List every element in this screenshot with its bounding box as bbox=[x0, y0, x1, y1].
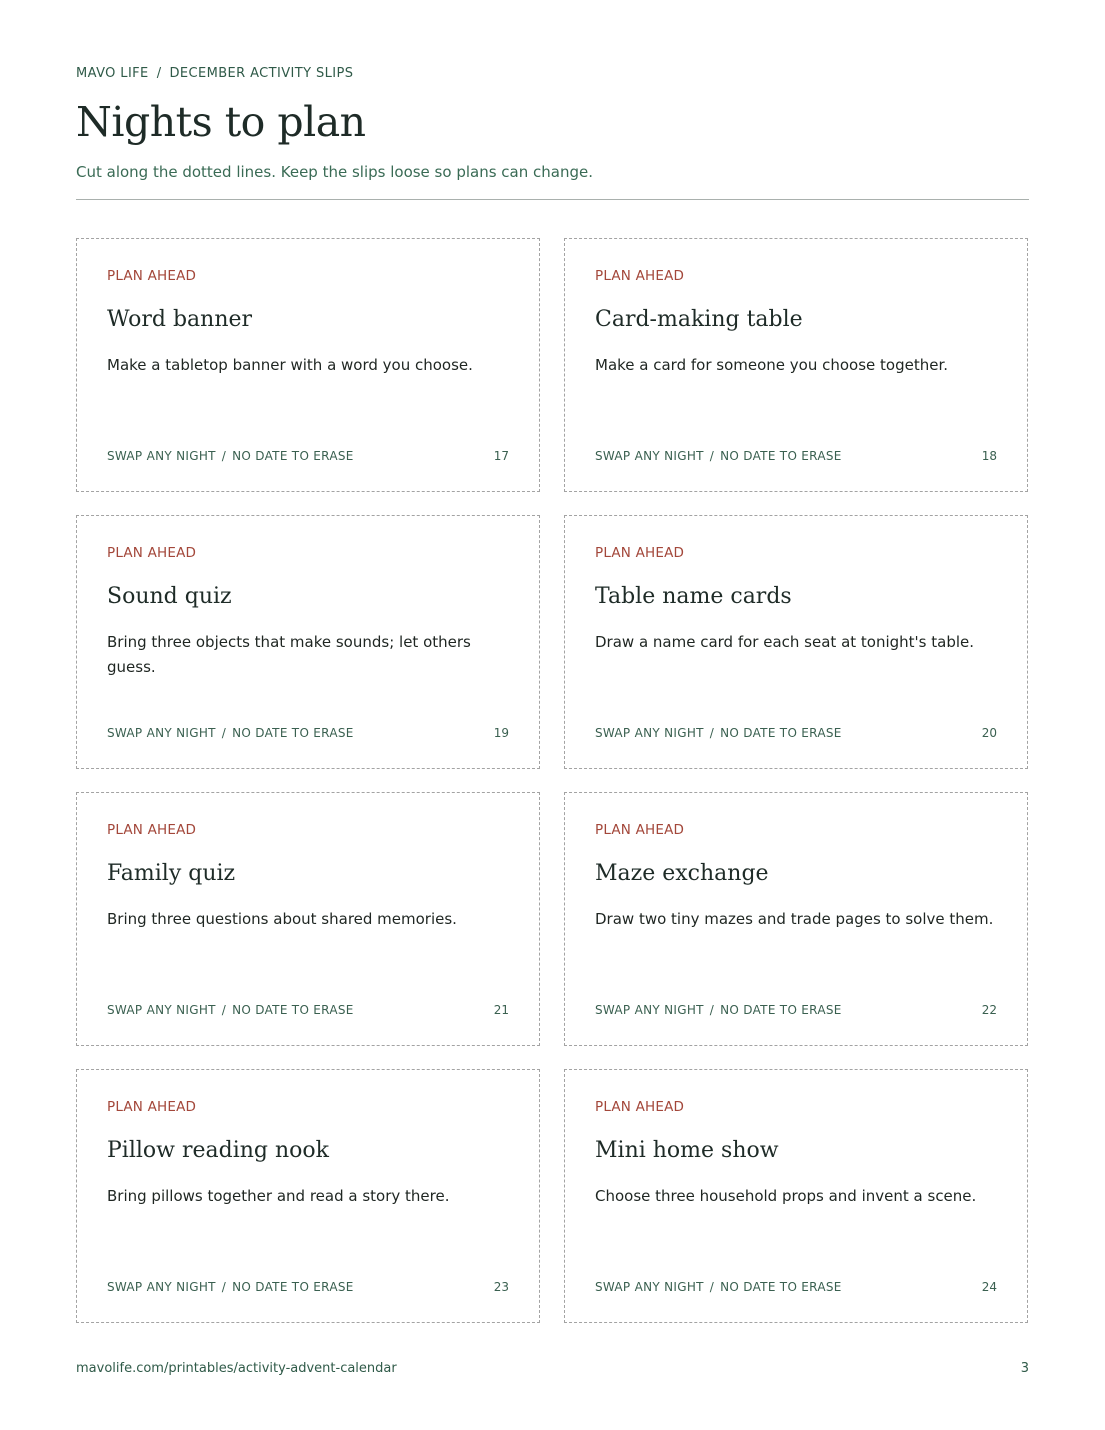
activity-slip bbox=[76, 515, 540, 769]
slip-footer bbox=[107, 1003, 354, 1017]
slip-description: Make a tabletop banner with a word you choose. bbox=[107, 356, 473, 374]
slip-footer-swap: SWAP ANY NIGHT bbox=[595, 1280, 704, 1294]
slip-description: Make a card for someone you choose together. bbox=[595, 356, 949, 374]
breadcrumb-brand[interactable]: MAVO LIFE bbox=[76, 66, 149, 81]
page-number: 3 bbox=[1020, 1361, 1029, 1376]
slip-title: Sound quiz bbox=[107, 584, 232, 609]
slip-footer bbox=[595, 1003, 842, 1017]
activity-slip bbox=[564, 238, 1028, 492]
slip-footer-swap: SWAP ANY NIGHT bbox=[595, 449, 704, 463]
slip-title: Word banner bbox=[107, 307, 253, 332]
slip-footer-separator: / bbox=[221, 726, 227, 740]
slip-description: Draw two tiny mazes and trade pages to solve them. bbox=[595, 910, 994, 928]
slip-title: Pillow reading nook bbox=[107, 1138, 329, 1163]
slip-tag: PLAN AHEAD bbox=[595, 822, 685, 838]
slip-footer-separator: / bbox=[221, 1003, 227, 1017]
slip-footer-swap: SWAP ANY NIGHT bbox=[595, 1003, 704, 1017]
slip-footer-note: NO DATE TO ERASE bbox=[232, 1280, 354, 1294]
slip-tag: PLAN AHEAD bbox=[107, 1099, 197, 1115]
slip-title: Family quiz bbox=[107, 861, 236, 886]
slip-title: Maze exchange bbox=[595, 861, 769, 886]
slip-title: Mini home show bbox=[595, 1138, 779, 1163]
slip-number: 22 bbox=[981, 1003, 997, 1017]
slip-number: 18 bbox=[981, 449, 997, 463]
slip-footer-separator: / bbox=[221, 449, 227, 463]
slip-description: Bring three objects that make sounds; let others guess. bbox=[107, 633, 471, 676]
footer-url[interactable]: mavolife.com/printables/activity-advent-calendar bbox=[76, 1361, 397, 1376]
slip-title: Table name cards bbox=[595, 584, 792, 609]
slip-footer bbox=[107, 726, 354, 740]
slip-number: 20 bbox=[981, 726, 997, 740]
breadcrumb-section[interactable]: DECEMBER ACTIVITY SLIPS bbox=[169, 66, 354, 81]
activity-slip bbox=[76, 1069, 540, 1323]
breadcrumb bbox=[76, 66, 353, 81]
slip-tag: PLAN AHEAD bbox=[107, 822, 197, 838]
slip-footer bbox=[107, 449, 354, 463]
slip-tag: PLAN AHEAD bbox=[107, 545, 197, 561]
slip-footer-separator: / bbox=[709, 726, 715, 740]
activity-slip bbox=[564, 792, 1028, 1046]
slip-footer-swap: SWAP ANY NIGHT bbox=[107, 1280, 216, 1294]
page-subtitle: Cut along the dotted lines. Keep the slips loose so plans can change. bbox=[76, 163, 593, 181]
slip-footer-swap: SWAP ANY NIGHT bbox=[107, 1003, 216, 1017]
slip-description: Draw a name card for each seat at tonight's table. bbox=[595, 633, 975, 651]
slip-description: Bring pillows together and read a story there. bbox=[107, 1187, 450, 1205]
activity-slip bbox=[564, 515, 1028, 769]
slip-footer-separator: / bbox=[709, 1280, 715, 1294]
slip-title: Card-making table bbox=[595, 307, 803, 332]
slip-footer-note: NO DATE TO ERASE bbox=[232, 1003, 354, 1017]
slip-number: 21 bbox=[493, 1003, 509, 1017]
activity-slip bbox=[76, 792, 540, 1046]
slip-number: 23 bbox=[493, 1280, 509, 1294]
slip-footer bbox=[595, 1280, 842, 1294]
slip-tag: PLAN AHEAD bbox=[595, 545, 685, 561]
breadcrumb-separator: / bbox=[156, 66, 162, 81]
slip-footer bbox=[595, 449, 842, 463]
slip-description: Choose three household props and invent a scene. bbox=[595, 1187, 977, 1205]
slip-footer-swap: SWAP ANY NIGHT bbox=[107, 726, 216, 740]
slip-tag: PLAN AHEAD bbox=[595, 268, 685, 284]
slip-footer-swap: SWAP ANY NIGHT bbox=[107, 449, 216, 463]
slip-footer-swap: SWAP ANY NIGHT bbox=[595, 726, 704, 740]
slip-footer-separator: / bbox=[221, 1280, 227, 1294]
slip-footer bbox=[107, 1280, 354, 1294]
slip-tag: PLAN AHEAD bbox=[107, 268, 197, 284]
slip-number: 24 bbox=[981, 1280, 997, 1294]
page-title: Nights to plan bbox=[76, 98, 366, 146]
activity-slip bbox=[76, 238, 540, 492]
slip-description: Bring three questions about shared memories. bbox=[107, 910, 457, 928]
slip-footer-separator: / bbox=[709, 449, 715, 463]
slip-footer bbox=[595, 726, 842, 740]
slip-footer-note: NO DATE TO ERASE bbox=[232, 726, 354, 740]
header-divider bbox=[76, 199, 1029, 200]
slip-footer-note: NO DATE TO ERASE bbox=[720, 1003, 842, 1017]
slip-tag: PLAN AHEAD bbox=[595, 1099, 685, 1115]
printable-page bbox=[76, 0, 1029, 1430]
slip-footer-note: NO DATE TO ERASE bbox=[720, 1280, 842, 1294]
activity-slip bbox=[564, 1069, 1028, 1323]
slip-footer-note: NO DATE TO ERASE bbox=[720, 726, 842, 740]
slip-footer-separator: / bbox=[709, 1003, 715, 1017]
slip-number: 17 bbox=[493, 449, 509, 463]
slip-footer-note: NO DATE TO ERASE bbox=[720, 449, 842, 463]
slip-footer-note: NO DATE TO ERASE bbox=[232, 449, 354, 463]
slip-number: 19 bbox=[493, 726, 509, 740]
